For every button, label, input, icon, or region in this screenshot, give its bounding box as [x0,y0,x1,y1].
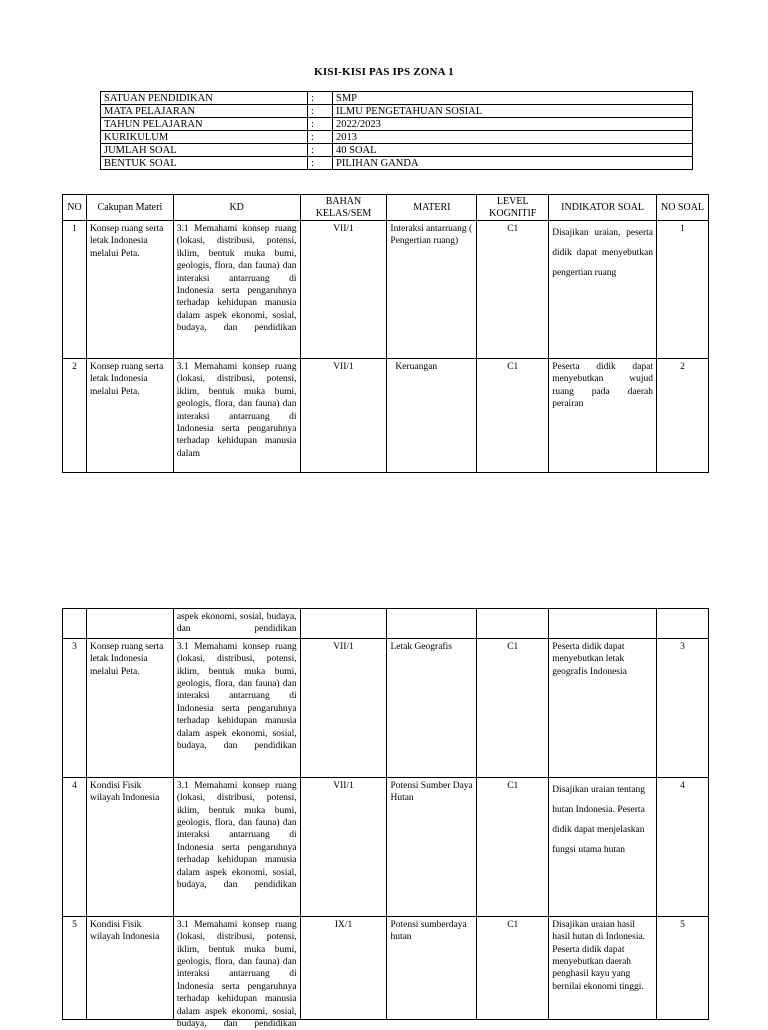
info-row: KURIKULUM : 2013 [101,131,693,144]
kd-cell: 3.1 Memahami konsep ruang (lokasi, distribusi, potensi, iklim, bentuk muka bumi, geologis, flora, dan fauna) dan interaksi antarruang di Indonesia serta pengaruhnya terhadap kehidupan manusia dalam [173,359,300,473]
info-row: BENTUK SOAL : PILIHAN GANDA [101,157,693,170]
kd-cell: 3.1 Memahami konsep ruang (lokasi, distribusi, potensi, iklim, bentuk muka bumi, geologis, flora, dan fauna) dan interaksi antarruang di Indonesia serta pengaruhnya terhadap kehidupan manusia dalam aspek ekonomi, sosial, budaya, dan pendidikan [173,777,300,916]
header-kd: KD [173,195,300,221]
header-nosoal: NO SOAL [657,195,709,221]
header-bahan: BAHAN KELAS/SEM [300,195,387,221]
document-title: KISI-KISI PAS IPS ZONA 1 [314,66,454,78]
header-cakupan: Cakupan Materi [86,195,173,221]
info-row: TAHUN PELAJARAN : 2022/2023 [101,118,693,131]
header-level: LEVEL KOGNITIF [477,195,549,221]
kisi-table-page-1 [62,194,709,473]
table-row: 5 Kondisi Fisik wilayah Indonesia 3.1 Memahami konsep ruang (lokasi, distribusi, potensi, iklim, bentuk muka bumi, geologis, flora, dan fauna) dan interaksi antarruang di Indonesia serta pengaruhnya terhadap kehidupan manusia dalam aspek ekonomi, sosial, budaya, dan pendidikan IX/1 Potensi sumberdaya hutan C1 Disajikan uraian hasil hasil hutan di Indonesia. Peserta didik dapat menyebutkan daerah penghasil kayu yang bernilai ekonomi tinggi. 5 [63,916,709,1019]
table-row: 3 Konsep ruang serta letak Indonesia melalui Peta. 3.1 Memahami konsep ruang (lokasi, distribusi, potensi, iklim, bentuk muka bumi, geologis, flora, dan fauna) dan interaksi antarruang di Indonesia serta pengaruhnya terhadap kehidupan manusia dalam aspek ekonomi, sosial, budaya, dan pendidikan VII/1 Letak Geografis C1 Peserta didik dapat menyebutkan letak geografis Indonesia 3 [63,638,709,777]
info-row: SATUAN PENDIDIKAN : SMP [101,92,693,105]
kd-cell: aspek ekonomi, sosial, budaya, dan pendidikan [173,609,300,639]
table-row: 2 Konsep ruang serta letak Indonesia melalui Peta. 3.1 Memahami konsep ruang (lokasi, distribusi, potensi, iklim, bentuk muka bumi, geologis, flora, dan fauna) dan interaksi antarruang di Indonesia serta pengaruhnya terhadap kehidupan manusia dalam VII/1 Keruangan C1 Peserta didik dapat menyebutkan wujud ruang pada daerah perairan 2 [63,359,709,473]
table-row-continued [63,609,709,639]
header-no: NO [63,195,87,221]
info-row: MATA PELAJARAN : ILMU PENGETAHUAN SOSIAL [101,105,693,118]
kd-cell: 3.1 Memahami konsep ruang (lokasi, distribusi, potensi, iklim, bentuk muka bumi, geologis, flora, dan fauna) dan interaksi antarruang di Indonesia serta pengaruhnya terhadap kehidupan manusia dalam aspek ekonomi, sosial, budaya, dan pendidikan [173,916,300,1019]
header-materi: MATERI [387,195,477,221]
info-table [100,91,693,170]
kisi-table-page-2 [62,608,709,1030]
table-row: 1 Konsep ruang serta letak Indonesia melalui Peta. 3.1 Memahami konsep ruang (lokasi, distribusi, potensi, iklim, bentuk muka bumi, geologis, flora, dan fauna) dan interaksi antarruang di Indonesia serta pengaruhnya terhadap kehidupan manusia dalam aspek ekonomi, sosial, budaya, dan pendidikan VII/1 Interaksi antarruang ( Pengertian ruang) C1 Disajikan uraian, peserta didik dapat menyebutkan pengertian ruang 1 [63,221,709,359]
kd-cell: 3.1 Memahami konsep ruang (lokasi, distribusi, potensi, iklim, bentuk muka bumi, geologis, flora, dan fauna) dan interaksi antarruang di Indonesia serta pengaruhnya terhadap kehidupan manusia dalam aspek ekonomi, sosial, budaya, dan pendidikan [173,221,300,359]
kd-cell: 3.1 Memahami konsep ruang (lokasi, distribusi, potensi, iklim, bentuk muka bumi, geologis, flora, dan fauna) dan interaksi antarruang di Indonesia serta pengaruhnya terhadap kehidupan manusia dalam aspek ekonomi, sosial, budaya, dan pendidikan [173,638,300,777]
table-row: 4 Kondisi Fisik wilayah Indonesia 3.1 Memahami konsep ruang (lokasi, distribusi, potensi, iklim, bentuk muka bumi, geologis, flora, dan fauna) dan interaksi antarruang di Indonesia serta pengaruhnya terhadap kehidupan manusia dalam aspek ekonomi, sosial, budaya, dan pendidikan VII/1 Potensi Sumber Daya Hutan C1 Disajikan uraian tentang hutan Indonesia. Peserta didik dapat menjelaskan fungsi utama hutan 4 [63,777,709,916]
info-row: JUMLAH SOAL : 40 SOAL [101,144,693,157]
header-indikator: INDIKATOR SOAL [549,195,657,221]
table-header-row [63,195,709,221]
